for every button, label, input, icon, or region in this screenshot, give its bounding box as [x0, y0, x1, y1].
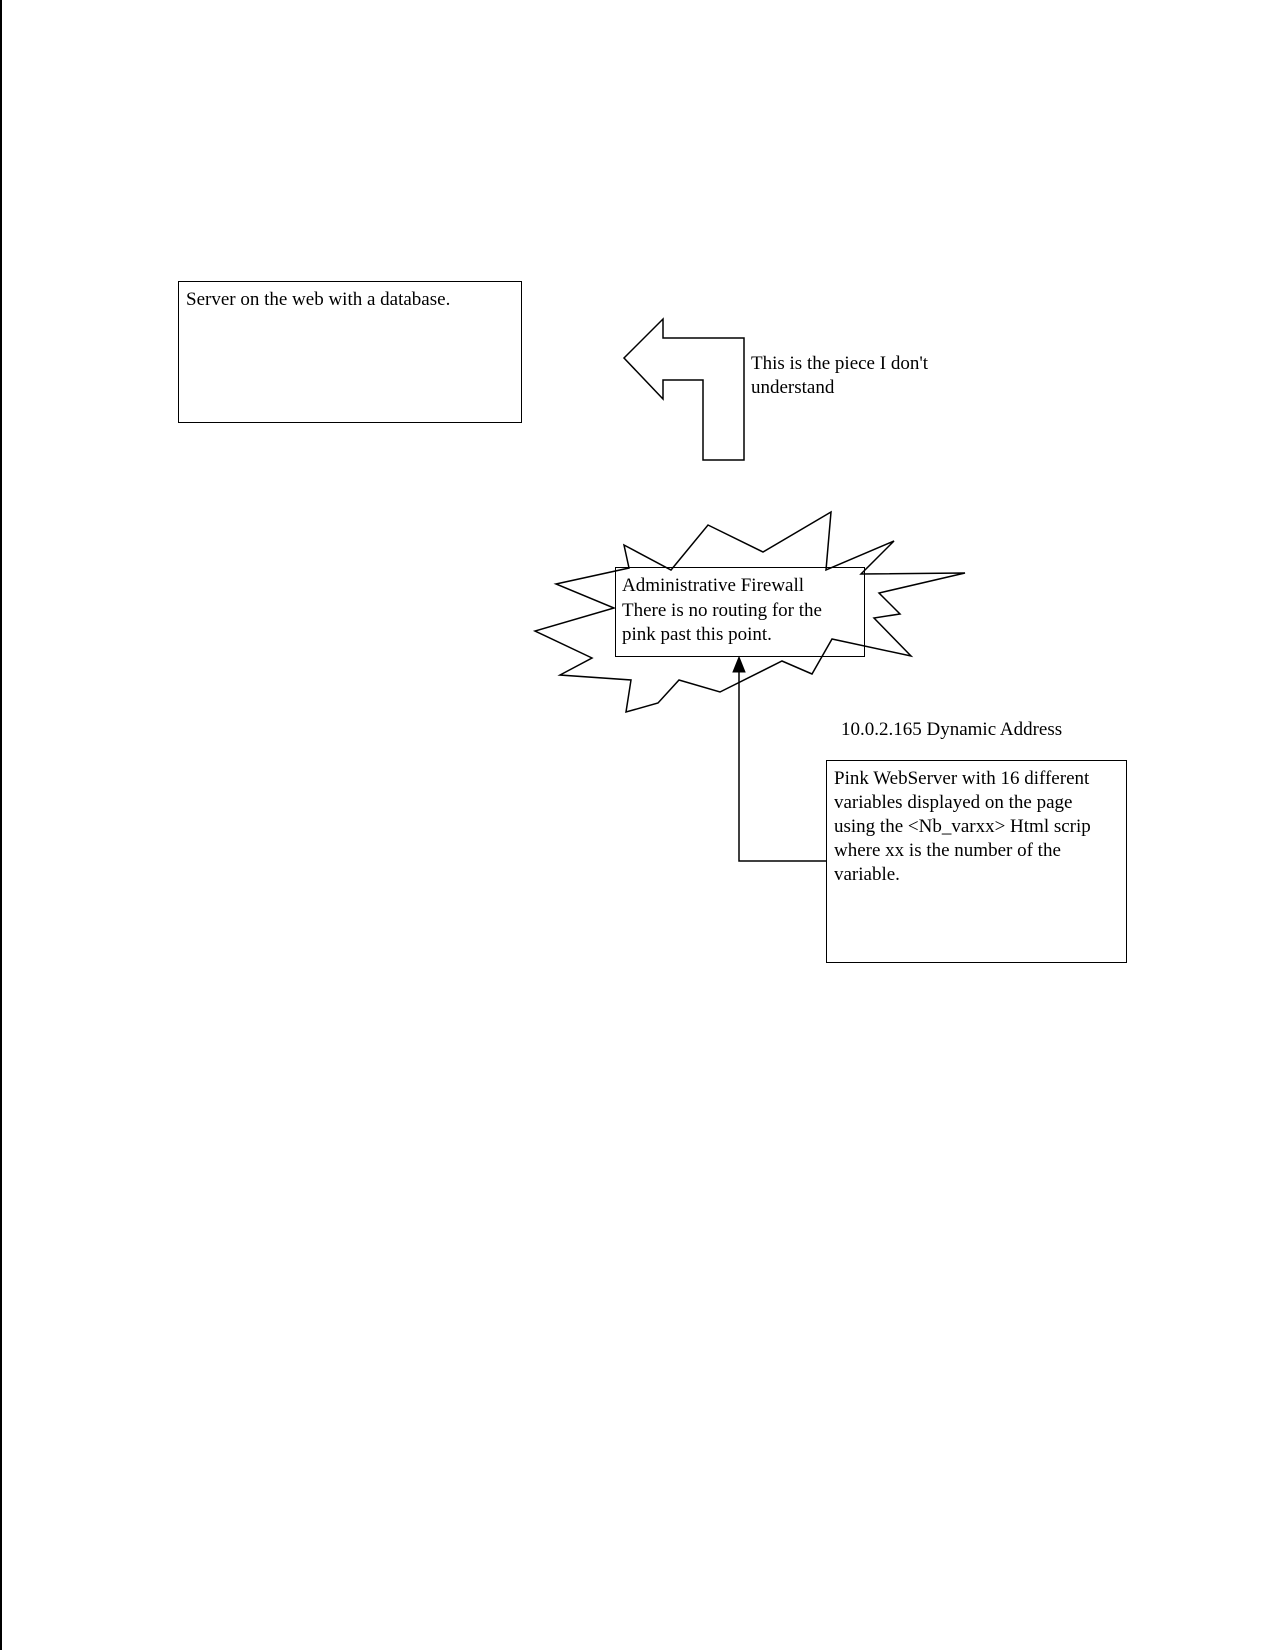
turn-arrow-note-line-1: This is the piece I don't — [751, 353, 929, 374]
pink-webserver-line-3: using the <Nb_varxx> Html scrip — [834, 816, 1091, 837]
pink-webserver-line-5: variable. — [834, 864, 900, 885]
dynamic-address-label: 10.0.2.165 Dynamic Address — [841, 719, 1063, 740]
firewall-note-line-2: pink past this point. — [622, 624, 772, 645]
turn-left-arrow-shape — [624, 319, 744, 460]
turn-arrow-note — [751, 352, 971, 400]
web-server-database-box — [178, 281, 522, 423]
web-server-database-label: Server on the web with a database. — [186, 289, 451, 310]
webserver-to-firewall-connector — [739, 672, 826, 861]
pink-webserver-line-1: Pink WebServer with 16 different — [834, 768, 1090, 789]
administrative-firewall-box — [615, 567, 865, 657]
firewall-title: Administrative Firewall — [622, 575, 805, 596]
pink-webserver-line-4: where xx is the number of the — [834, 840, 1061, 861]
pink-webserver-box — [826, 760, 1127, 963]
turn-arrow-note-line-2: understand — [751, 377, 835, 398]
pink-webserver-line-2: variables displayed on the page — [834, 792, 1073, 813]
firewall-note-line-1: There is no routing for the — [622, 599, 822, 621]
